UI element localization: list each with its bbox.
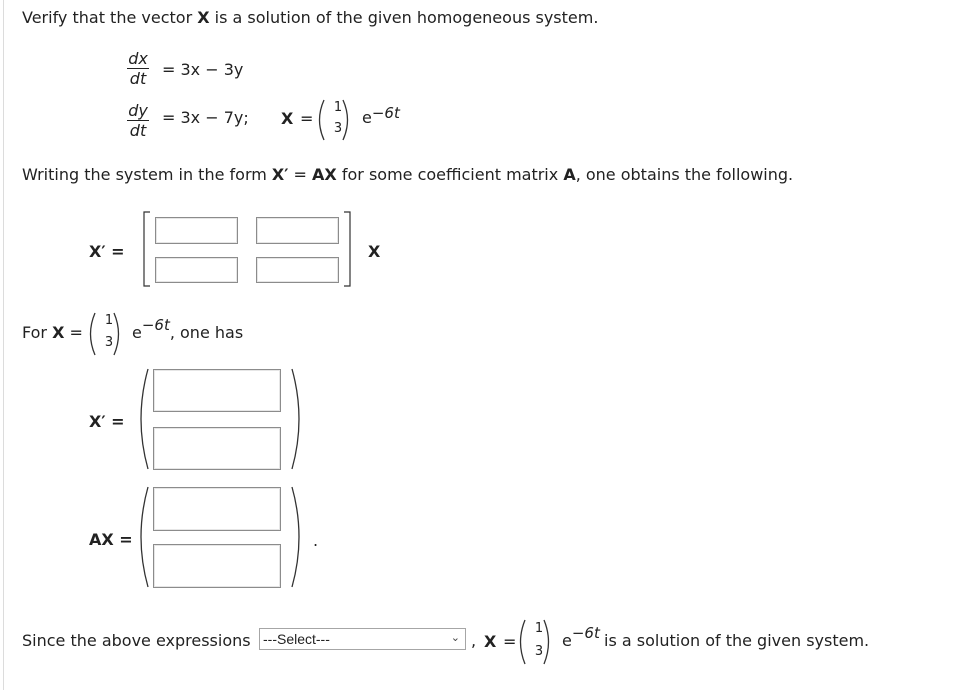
xprime-top-input[interactable]	[153, 369, 281, 412]
ax-bottom-input[interactable]	[153, 544, 281, 588]
conclusion-tail: is a solution of the given system.	[604, 631, 870, 650]
matrix-a22-input[interactable]	[256, 257, 339, 283]
conclusion-exponential: e−6t	[562, 624, 600, 650]
select-value: ---Select---	[263, 631, 330, 647]
for-x-vector-bottom: 3	[104, 335, 114, 350]
solution-vector-bottom: 3	[333, 121, 343, 136]
left-border	[3, 0, 4, 690]
conclusion-equals: =	[503, 632, 517, 651]
matrix-a11-input[interactable]	[155, 217, 238, 244]
conclusion-vector-bottom: 3	[534, 644, 544, 659]
for-x-label: For X =	[22, 323, 83, 342]
matrix-a12-input[interactable]	[256, 217, 339, 244]
matrix-a21-input[interactable]	[155, 257, 238, 283]
matrix-eq-x: X	[368, 242, 381, 261]
equation-1-rhs: = 3x − 3y	[162, 60, 244, 79]
xprime-bottom-input[interactable]	[153, 427, 281, 470]
solution-equals: =	[300, 109, 314, 128]
conclusion-text: Since the above expressions	[22, 631, 251, 650]
ax-period: .	[313, 531, 319, 550]
conclusion-vector-top: 1	[534, 621, 544, 636]
matrix-eq-lhs: X′ =	[89, 242, 125, 261]
dy-dt-fraction: $\frac{dy}{dt}$	[128, 101, 148, 140]
ax-eq-lhs: AX =	[89, 530, 133, 549]
solution-x-label: X	[281, 109, 294, 128]
equation-2-rhs: = 3x − 7y;	[162, 108, 249, 127]
for-x-vector-top: 1	[104, 313, 114, 328]
conclusion-x-label: X	[484, 632, 497, 651]
ax-top-input[interactable]	[153, 487, 281, 531]
solution-exponential: e−6t	[362, 104, 400, 127]
intro-sentence: Verify that the vector X is a solution of the given homogeneous system.	[22, 8, 599, 27]
vector-x-symbol: X	[197, 8, 210, 27]
chevron-down-icon: ⌄	[450, 632, 460, 644]
solution-vector-top: 1	[333, 100, 343, 115]
dx-dt-fraction: $\frac{dx}{dt}$	[128, 49, 148, 88]
for-x-exponential: e−6t, one has	[132, 316, 244, 342]
writing-sentence: Writing the system in the form X′ = AX for some coefficient matrix A, one obtains the following.	[22, 165, 794, 184]
conclusion-select[interactable]	[259, 628, 466, 650]
conclusion-comma: ,	[471, 631, 477, 650]
xprime-eq-lhs: X′ =	[89, 412, 125, 431]
